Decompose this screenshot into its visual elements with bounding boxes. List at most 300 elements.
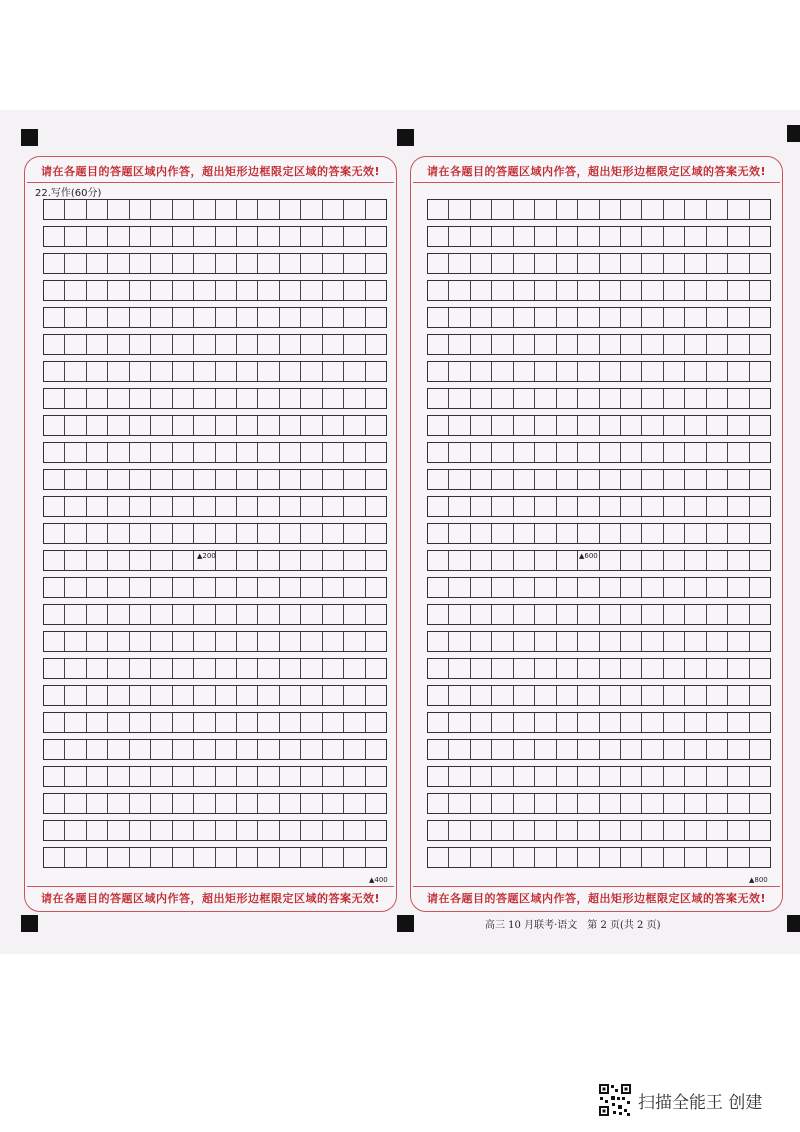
grid-cell[interactable] xyxy=(600,416,621,435)
grid-cell[interactable] xyxy=(471,389,492,408)
grid-cell[interactable] xyxy=(685,767,706,786)
grid-cell[interactable] xyxy=(280,605,301,624)
grid-cell[interactable] xyxy=(750,821,770,840)
grid-cell[interactable] xyxy=(728,200,749,219)
grid-cell[interactable] xyxy=(366,713,386,732)
grid-cell[interactable] xyxy=(108,254,129,273)
grid-cell[interactable] xyxy=(301,254,322,273)
grid-cell[interactable] xyxy=(258,794,279,813)
grid-cell[interactable] xyxy=(194,686,215,705)
grid-cell[interactable] xyxy=(258,767,279,786)
grid-cell[interactable] xyxy=(216,794,237,813)
grid-cell[interactable] xyxy=(65,713,86,732)
grid-cell[interactable] xyxy=(237,443,258,462)
grid-cell[interactable] xyxy=(728,416,749,435)
grid-cell[interactable] xyxy=(173,632,194,651)
grid-cell[interactable] xyxy=(685,200,706,219)
grid-cell[interactable] xyxy=(173,335,194,354)
grid-cell[interactable] xyxy=(65,443,86,462)
grid-cell[interactable] xyxy=(173,200,194,219)
grid-cell[interactable] xyxy=(301,632,322,651)
grid-cell[interactable] xyxy=(428,686,449,705)
grid-cell[interactable] xyxy=(258,470,279,489)
grid-cell[interactable] xyxy=(492,497,513,516)
grid-cell[interactable] xyxy=(280,713,301,732)
grid-cell[interactable] xyxy=(535,848,556,867)
grid-cell[interactable] xyxy=(301,281,322,300)
grid-cell[interactable] xyxy=(471,578,492,597)
grid-cell[interactable] xyxy=(557,740,578,759)
grid-cell[interactable] xyxy=(323,740,344,759)
grid-cell[interactable] xyxy=(44,335,65,354)
grid-cell[interactable] xyxy=(323,767,344,786)
grid-cell[interactable] xyxy=(108,551,129,570)
grid-cell[interactable] xyxy=(366,794,386,813)
grid-cell[interactable] xyxy=(707,821,728,840)
grid-cell[interactable] xyxy=(237,281,258,300)
grid-cell[interactable] xyxy=(621,578,642,597)
grid-cell[interactable] xyxy=(492,200,513,219)
grid-cell[interactable] xyxy=(366,281,386,300)
grid-cell[interactable] xyxy=(621,605,642,624)
grid-cell[interactable] xyxy=(664,335,685,354)
grid-cell[interactable] xyxy=(280,308,301,327)
grid-cell[interactable] xyxy=(344,362,365,381)
grid-cell[interactable] xyxy=(237,335,258,354)
grid-cell[interactable] xyxy=(44,659,65,678)
grid-cell[interactable] xyxy=(323,551,344,570)
grid-cell[interactable] xyxy=(344,686,365,705)
grid-cell[interactable] xyxy=(301,794,322,813)
grid-cell[interactable] xyxy=(685,443,706,462)
grid-cell[interactable] xyxy=(642,551,663,570)
grid-cell[interactable] xyxy=(514,848,535,867)
grid-cell[interactable] xyxy=(664,416,685,435)
grid-cell[interactable] xyxy=(600,794,621,813)
grid-cell[interactable] xyxy=(535,227,556,246)
grid-cell[interactable] xyxy=(428,713,449,732)
grid-cell[interactable] xyxy=(323,848,344,867)
grid-cell[interactable] xyxy=(344,200,365,219)
grid-cell[interactable] xyxy=(366,821,386,840)
grid-cell[interactable] xyxy=(471,821,492,840)
grid-cell[interactable] xyxy=(492,281,513,300)
grid-cell[interactable] xyxy=(108,821,129,840)
grid-cell[interactable] xyxy=(664,470,685,489)
grid-cell[interactable] xyxy=(173,848,194,867)
grid-cell[interactable] xyxy=(237,551,258,570)
grid-cell[interactable] xyxy=(44,308,65,327)
grid-cell[interactable] xyxy=(44,713,65,732)
grid-cell[interactable] xyxy=(173,362,194,381)
grid-cell[interactable] xyxy=(750,767,770,786)
grid-cell[interactable] xyxy=(108,740,129,759)
grid-cell[interactable] xyxy=(642,362,663,381)
grid-cell[interactable] xyxy=(87,605,108,624)
grid-cell[interactable] xyxy=(449,308,470,327)
grid-cell[interactable] xyxy=(642,443,663,462)
grid-cell[interactable] xyxy=(216,848,237,867)
grid-cell[interactable] xyxy=(514,497,535,516)
grid-cell[interactable] xyxy=(514,632,535,651)
grid-cell[interactable] xyxy=(449,686,470,705)
grid-cell[interactable] xyxy=(642,848,663,867)
grid-cell[interactable] xyxy=(173,821,194,840)
grid-cell[interactable] xyxy=(600,308,621,327)
grid-cell[interactable] xyxy=(557,308,578,327)
grid-cell[interactable] xyxy=(65,605,86,624)
grid-cell[interactable] xyxy=(366,389,386,408)
grid-cell[interactable] xyxy=(600,848,621,867)
grid-cell[interactable] xyxy=(87,821,108,840)
grid-cell[interactable] xyxy=(664,605,685,624)
grid-cell[interactable] xyxy=(258,308,279,327)
grid-cell[interactable] xyxy=(65,659,86,678)
grid-cell[interactable] xyxy=(237,821,258,840)
grid-cell[interactable] xyxy=(151,578,172,597)
grid-cell[interactable] xyxy=(151,794,172,813)
grid-cell[interactable] xyxy=(130,335,151,354)
grid-cell[interactable] xyxy=(449,281,470,300)
grid-cell[interactable] xyxy=(428,254,449,273)
grid-cell[interactable] xyxy=(130,308,151,327)
grid-cell[interactable] xyxy=(237,227,258,246)
grid-cell[interactable] xyxy=(280,416,301,435)
grid-cell[interactable] xyxy=(344,713,365,732)
grid-cell[interactable] xyxy=(449,416,470,435)
grid-cell[interactable] xyxy=(65,281,86,300)
grid-cell[interactable] xyxy=(600,740,621,759)
grid-cell[interactable] xyxy=(535,740,556,759)
grid-cell[interactable] xyxy=(151,335,172,354)
grid-cell[interactable] xyxy=(535,308,556,327)
grid-cell[interactable] xyxy=(600,362,621,381)
grid-cell[interactable] xyxy=(750,713,770,732)
grid-cell[interactable] xyxy=(65,821,86,840)
grid-cell[interactable] xyxy=(514,362,535,381)
grid-cell[interactable] xyxy=(344,767,365,786)
grid-cell[interactable] xyxy=(642,281,663,300)
grid-cell[interactable] xyxy=(280,524,301,543)
grid-cell[interactable] xyxy=(535,578,556,597)
grid-cell[interactable] xyxy=(173,497,194,516)
grid-cell[interactable] xyxy=(366,470,386,489)
grid-cell[interactable] xyxy=(642,794,663,813)
grid-cell[interactable] xyxy=(428,848,449,867)
grid-cell[interactable] xyxy=(728,821,749,840)
grid-cell[interactable] xyxy=(600,821,621,840)
grid-cell[interactable] xyxy=(728,713,749,732)
grid-cell[interactable] xyxy=(44,848,65,867)
grid-cell[interactable] xyxy=(642,389,663,408)
grid-cell[interactable] xyxy=(514,605,535,624)
grid-cell[interactable] xyxy=(707,308,728,327)
grid-cell[interactable] xyxy=(557,281,578,300)
grid-cell[interactable] xyxy=(130,551,151,570)
grid-cell[interactable] xyxy=(621,308,642,327)
grid-cell[interactable] xyxy=(621,416,642,435)
grid-cell[interactable] xyxy=(621,254,642,273)
grid-cell[interactable] xyxy=(323,794,344,813)
grid-cell[interactable] xyxy=(366,632,386,651)
grid-cell[interactable] xyxy=(87,578,108,597)
grid-cell[interactable] xyxy=(428,551,449,570)
grid-cell[interactable] xyxy=(194,632,215,651)
grid-cell[interactable] xyxy=(728,659,749,678)
grid-cell[interactable] xyxy=(535,713,556,732)
grid-cell[interactable] xyxy=(449,362,470,381)
grid-cell[interactable] xyxy=(258,632,279,651)
grid-cell[interactable] xyxy=(707,254,728,273)
grid-cell[interactable] xyxy=(301,740,322,759)
grid-cell[interactable] xyxy=(578,308,599,327)
grid-cell[interactable] xyxy=(557,686,578,705)
grid-cell[interactable] xyxy=(600,281,621,300)
grid-cell[interactable] xyxy=(621,551,642,570)
grid-cell[interactable] xyxy=(151,632,172,651)
grid-cell[interactable] xyxy=(728,605,749,624)
grid-cell[interactable] xyxy=(108,686,129,705)
grid-cell[interactable] xyxy=(108,497,129,516)
grid-cell[interactable] xyxy=(492,740,513,759)
grid-cell[interactable] xyxy=(664,389,685,408)
grid-cell[interactable] xyxy=(728,254,749,273)
grid-cell[interactable] xyxy=(707,362,728,381)
grid-cell[interactable] xyxy=(471,227,492,246)
grid-cell[interactable] xyxy=(750,389,770,408)
grid-cell[interactable] xyxy=(471,632,492,651)
grid-cell[interactable] xyxy=(621,227,642,246)
grid-cell[interactable] xyxy=(87,254,108,273)
grid-cell[interactable] xyxy=(216,227,237,246)
grid-cell[interactable] xyxy=(108,794,129,813)
grid-cell[interactable] xyxy=(578,200,599,219)
grid-cell[interactable] xyxy=(108,578,129,597)
grid-cell[interactable] xyxy=(728,470,749,489)
grid-cell[interactable] xyxy=(323,470,344,489)
grid-cell[interactable] xyxy=(258,335,279,354)
grid-cell[interactable] xyxy=(65,794,86,813)
grid-cell[interactable] xyxy=(258,281,279,300)
grid-cell[interactable] xyxy=(216,254,237,273)
grid-cell[interactable] xyxy=(578,281,599,300)
grid-cell[interactable] xyxy=(65,335,86,354)
grid-cell[interactable] xyxy=(280,443,301,462)
grid-cell[interactable] xyxy=(621,362,642,381)
grid-cell[interactable] xyxy=(344,254,365,273)
grid-cell[interactable] xyxy=(728,740,749,759)
grid-cell[interactable] xyxy=(258,254,279,273)
grid-cell[interactable] xyxy=(237,740,258,759)
grid-cell[interactable] xyxy=(280,362,301,381)
grid-cell[interactable] xyxy=(685,227,706,246)
grid-cell[interactable] xyxy=(151,659,172,678)
grid-cell[interactable] xyxy=(514,389,535,408)
grid-cell[interactable] xyxy=(130,254,151,273)
grid-cell[interactable] xyxy=(258,389,279,408)
grid-cell[interactable] xyxy=(151,389,172,408)
grid-cell[interactable] xyxy=(344,848,365,867)
grid-cell[interactable] xyxy=(216,281,237,300)
grid-cell[interactable] xyxy=(44,578,65,597)
grid-cell[interactable] xyxy=(237,254,258,273)
grid-cell[interactable] xyxy=(237,686,258,705)
grid-cell[interactable] xyxy=(366,497,386,516)
grid-cell[interactable] xyxy=(707,794,728,813)
grid-cell[interactable] xyxy=(151,281,172,300)
grid-cell[interactable] xyxy=(492,524,513,543)
grid-cell[interactable] xyxy=(642,632,663,651)
grid-cell[interactable] xyxy=(428,740,449,759)
grid-cell[interactable] xyxy=(449,470,470,489)
grid-cell[interactable] xyxy=(685,362,706,381)
grid-cell[interactable] xyxy=(642,821,663,840)
grid-cell[interactable] xyxy=(323,605,344,624)
grid-cell[interactable] xyxy=(514,740,535,759)
grid-cell[interactable] xyxy=(728,551,749,570)
grid-cell[interactable] xyxy=(557,794,578,813)
grid-cell[interactable] xyxy=(173,605,194,624)
grid-cell[interactable] xyxy=(750,416,770,435)
grid-cell[interactable] xyxy=(301,200,322,219)
grid-cell[interactable] xyxy=(130,848,151,867)
grid-cell[interactable] xyxy=(65,740,86,759)
grid-cell[interactable] xyxy=(280,686,301,705)
grid-cell[interactable] xyxy=(108,281,129,300)
grid-cell[interactable] xyxy=(87,713,108,732)
grid-cell[interactable] xyxy=(514,470,535,489)
grid-cell[interactable] xyxy=(578,794,599,813)
grid-cell[interactable] xyxy=(344,227,365,246)
grid-cell[interactable] xyxy=(707,713,728,732)
grid-cell[interactable] xyxy=(685,416,706,435)
grid-cell[interactable] xyxy=(258,200,279,219)
grid-cell[interactable] xyxy=(87,632,108,651)
grid-cell[interactable] xyxy=(87,362,108,381)
grid-cell[interactable] xyxy=(323,821,344,840)
grid-cell[interactable] xyxy=(173,254,194,273)
grid-cell[interactable] xyxy=(621,335,642,354)
grid-cell[interactable] xyxy=(707,578,728,597)
grid-cell[interactable] xyxy=(685,686,706,705)
grid-cell[interactable] xyxy=(707,416,728,435)
grid-cell[interactable] xyxy=(344,416,365,435)
grid-cell[interactable] xyxy=(237,605,258,624)
grid-cell[interactable] xyxy=(600,578,621,597)
grid-cell[interactable] xyxy=(664,659,685,678)
grid-cell[interactable] xyxy=(301,416,322,435)
grid-cell[interactable] xyxy=(130,659,151,678)
grid-cell[interactable] xyxy=(280,767,301,786)
grid-cell[interactable] xyxy=(216,200,237,219)
grid-cell[interactable] xyxy=(707,740,728,759)
grid-cell[interactable] xyxy=(685,794,706,813)
grid-cell[interactable] xyxy=(642,659,663,678)
grid-cell[interactable] xyxy=(151,740,172,759)
grid-cell[interactable] xyxy=(301,578,322,597)
grid-cell[interactable] xyxy=(173,794,194,813)
grid-cell[interactable] xyxy=(301,227,322,246)
grid-cell[interactable] xyxy=(707,605,728,624)
grid-cell[interactable] xyxy=(151,497,172,516)
grid-cell[interactable] xyxy=(535,524,556,543)
grid-cell[interactable] xyxy=(492,227,513,246)
grid-cell[interactable] xyxy=(65,308,86,327)
grid-cell[interactable] xyxy=(514,551,535,570)
grid-cell[interactable] xyxy=(535,767,556,786)
grid-cell[interactable] xyxy=(280,551,301,570)
grid-cell[interactable] xyxy=(301,821,322,840)
grid-cell[interactable] xyxy=(323,659,344,678)
grid-cell[interactable] xyxy=(173,551,194,570)
grid-cell[interactable] xyxy=(492,443,513,462)
grid-cell[interactable] xyxy=(130,767,151,786)
grid-cell[interactable] xyxy=(514,821,535,840)
grid-cell[interactable] xyxy=(600,254,621,273)
grid-cell[interactable] xyxy=(535,659,556,678)
grid-cell[interactable] xyxy=(194,335,215,354)
grid-cell[interactable] xyxy=(323,308,344,327)
grid-cell[interactable] xyxy=(194,794,215,813)
grid-cell[interactable] xyxy=(471,551,492,570)
grid-cell[interactable] xyxy=(108,389,129,408)
grid-cell[interactable] xyxy=(366,524,386,543)
grid-cell[interactable] xyxy=(87,686,108,705)
grid-cell[interactable] xyxy=(621,200,642,219)
grid-cell[interactable] xyxy=(685,578,706,597)
grid-cell[interactable] xyxy=(323,281,344,300)
grid-cell[interactable] xyxy=(471,416,492,435)
grid-cell[interactable] xyxy=(65,497,86,516)
grid-cell[interactable] xyxy=(216,740,237,759)
grid-cell[interactable] xyxy=(428,767,449,786)
grid-cell[interactable] xyxy=(471,740,492,759)
grid-cell[interactable] xyxy=(492,659,513,678)
grid-cell[interactable] xyxy=(108,200,129,219)
grid-cell[interactable] xyxy=(664,632,685,651)
grid-cell[interactable] xyxy=(600,767,621,786)
grid-cell[interactable] xyxy=(344,794,365,813)
grid-cell[interactable] xyxy=(428,389,449,408)
grid-cell[interactable] xyxy=(492,308,513,327)
grid-cell[interactable] xyxy=(194,578,215,597)
grid-cell[interactable] xyxy=(750,227,770,246)
grid-cell[interactable] xyxy=(750,308,770,327)
grid-cell[interactable] xyxy=(492,254,513,273)
grid-cell[interactable] xyxy=(664,254,685,273)
grid-cell[interactable] xyxy=(237,389,258,408)
grid-cell[interactable] xyxy=(728,632,749,651)
grid-cell[interactable] xyxy=(514,767,535,786)
grid-cell[interactable] xyxy=(707,848,728,867)
grid-cell[interactable] xyxy=(471,848,492,867)
grid-cell[interactable] xyxy=(600,686,621,705)
grid-cell[interactable] xyxy=(707,659,728,678)
grid-cell[interactable] xyxy=(344,659,365,678)
grid-cell[interactable] xyxy=(237,794,258,813)
grid-cell[interactable] xyxy=(323,200,344,219)
grid-cell[interactable] xyxy=(642,416,663,435)
grid-cell[interactable] xyxy=(707,335,728,354)
grid-cell[interactable] xyxy=(108,659,129,678)
grid-cell[interactable] xyxy=(44,362,65,381)
grid-cell[interactable] xyxy=(344,551,365,570)
grid-cell[interactable] xyxy=(600,497,621,516)
grid-cell[interactable] xyxy=(216,335,237,354)
grid-cell[interactable] xyxy=(87,794,108,813)
grid-cell[interactable] xyxy=(428,335,449,354)
grid-cell[interactable] xyxy=(578,713,599,732)
